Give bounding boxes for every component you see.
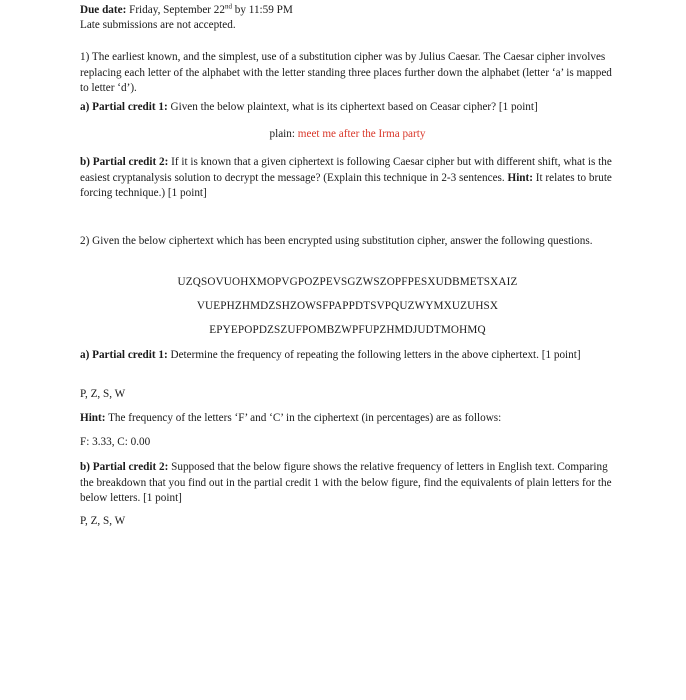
q2b-letters: P, Z, S, W	[80, 515, 126, 527]
q1b-hint-text: It relates to brute forcing technique.) [1 point]	[80, 171, 612, 199]
q2b-question	[80, 460, 615, 507]
q1b-text: If it is known that a given ciphertext is following Caesar cipher but with different shift, what is the easiest cryptanalysis solution to decrypt the message? (Explain this technique in 2-3 sentences.	[80, 156, 612, 184]
q1a-text: Given the below plaintext, what is its ciphertext based on Ceasar cipher? [1 point]	[167, 101, 538, 113]
plaintext-label: plain:	[269, 128, 298, 140]
plaintext-line	[80, 127, 615, 143]
plaintext-value: meet me after the Irma party	[297, 128, 426, 140]
frequency-values: F: 3.33, C: 0.00	[80, 436, 151, 448]
q2a-question	[80, 348, 615, 364]
ciphertext-line-1: UZQSOVUOHXMOPVGPOZPEVSGZWSZOPFPESXUDBMETSXAIZ	[177, 276, 518, 288]
q1-intro: 1) The earliest known, and the simplest, use of a substitution cipher was by Julius Caesar. The Caesar cipher involves replacing each letter of the alphabet with the letter standing three places further down the alphabet (letter ‘a’ is mapped to letter ‘d’).	[80, 51, 612, 94]
q1b-label: b) Partial credit 2:	[80, 156, 169, 168]
q1b-question	[80, 155, 615, 202]
q2-intro: 2) Given the below ciphertext which has been encrypted using substitution cipher, answer the following questions.	[80, 235, 593, 247]
late-submission-note: Late submissions are not accepted.	[80, 19, 236, 31]
q2-hint-text: The frequency of the letters ‘F’ and ‘C’ in the ciphertext (in percentages) are as follows:	[105, 412, 502, 424]
q2b-text: Supposed that the below figure shows the relative frequency of letters in English text. Comparing the breakdown that you find out in the partial credit 1 with the below figure, find the equivalents of plain letters for the below letters. [1 point]	[80, 461, 612, 504]
due-date-line	[80, 3, 615, 19]
q2a-label: a) Partial credit 1:	[80, 349, 168, 361]
q1a-label: a) Partial credit 1:	[80, 101, 168, 113]
ciphertext-line-3: EPYEPOPDZSZUFPOMBZWPFUPZHMDJUDTMOHMQ	[209, 324, 486, 336]
q2a-letters: P, Z, S, W	[80, 388, 126, 400]
q2-hint	[80, 411, 615, 427]
q2a-text: Determine the frequency of repeating the following letters in the above ciphertext. [1 point]	[167, 349, 581, 361]
due-date-text: Friday, September 22nd by 11:59 PM	[129, 2, 293, 16]
q1b-hint-label: Hint:	[507, 171, 533, 184]
due-date-label: Due date:	[80, 4, 127, 16]
q1a-question	[80, 100, 615, 116]
q2b-label: b) Partial credit 2:	[80, 461, 169, 473]
ciphertext-line-2: VUEPHZHMDZSHZOWSFPAPPDTSVPQUZWYMXUZUHSX	[196, 300, 499, 312]
q2-hint-label: Hint:	[80, 412, 106, 424]
